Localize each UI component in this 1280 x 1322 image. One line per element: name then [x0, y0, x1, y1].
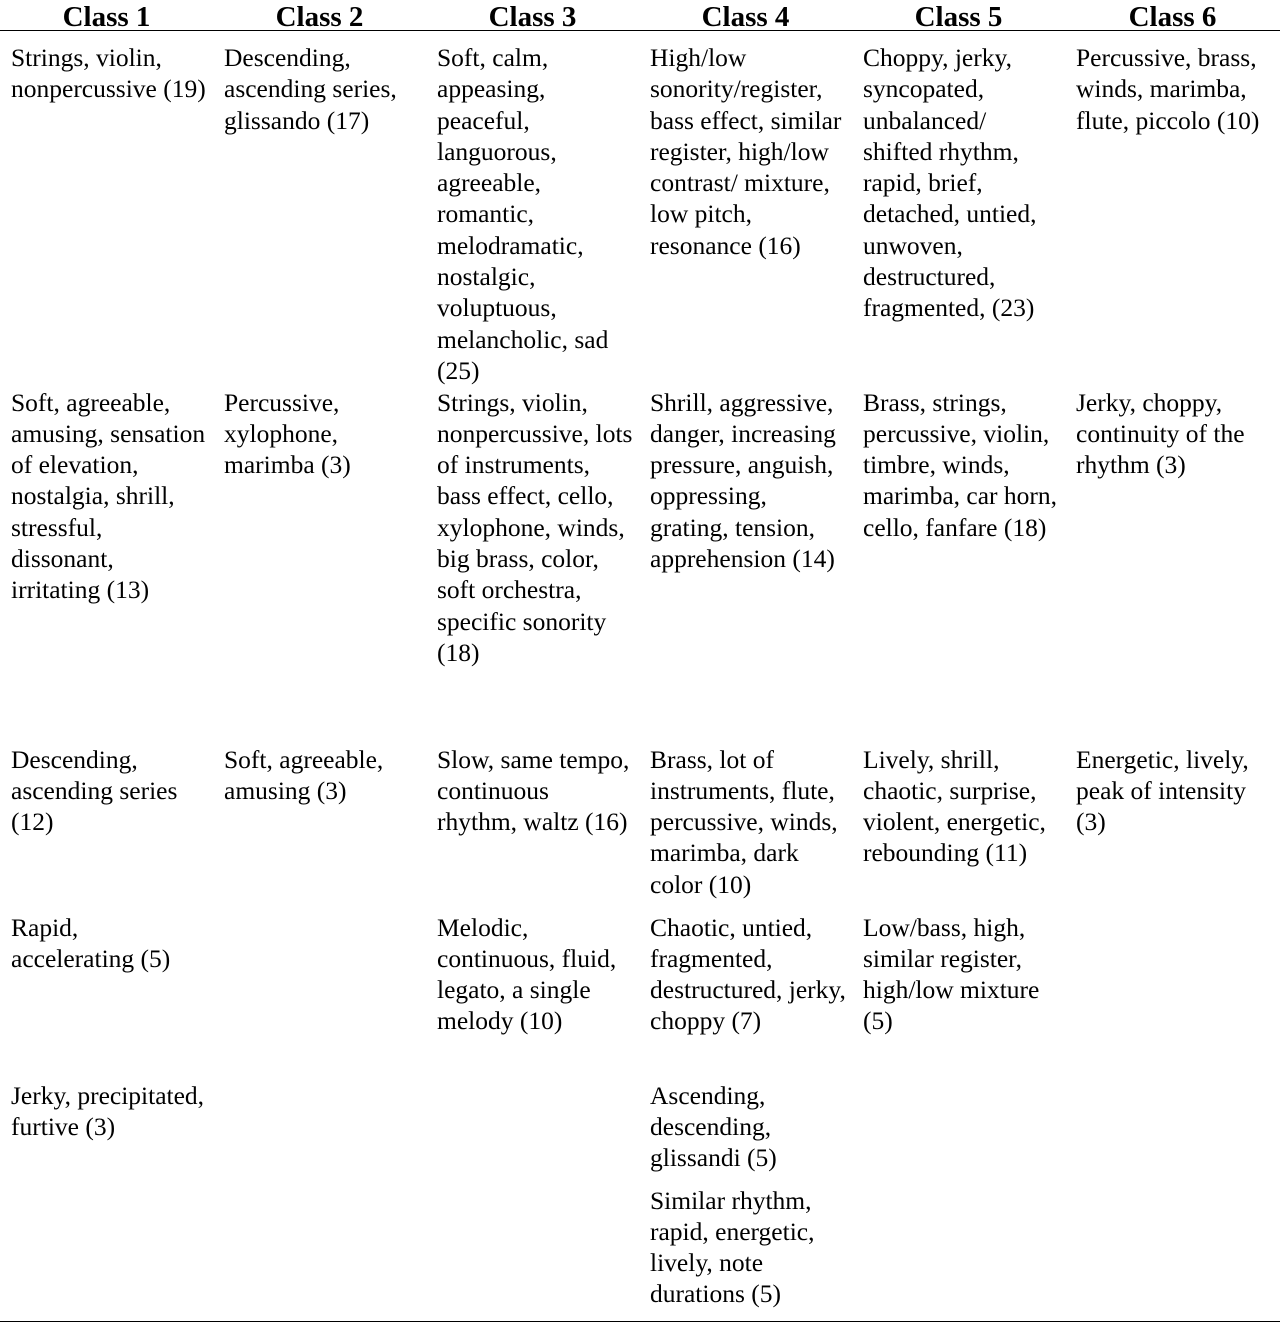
table-cell: [1065, 1080, 1280, 1185]
table-cell: High/low sonority/register, bass effect, similar register, high/low contrast/ mixture, low pitch, resonance (16): [650, 43, 842, 260]
table-cell: Ascending, descending, glissandi (5): [650, 1080, 777, 1173]
table-cell: [852, 1080, 1065, 1185]
table-cell: [213, 1185, 426, 1310]
table-cell: Percussive, brass, winds, marimba, flute, piccolo (10): [1076, 43, 1260, 135]
table-cell: Shrill, aggressive, danger, increasing pressure, anguish, oppressing, grating, tension, apprehension (14): [650, 387, 836, 573]
table-row: [0, 912, 1280, 1080]
table-cell: Energetic, lively, peak of intensity (3): [1076, 744, 1249, 837]
table-row: [0, 1185, 1280, 1310]
table-cell: Jerky, precipitated, furtive (3): [11, 1080, 205, 1141]
header-class-3: Class 3: [426, 0, 639, 31]
table-cell: Low/bass, high, similar register, high/low mixture (5): [863, 912, 1040, 1036]
table-cell: [1065, 912, 1280, 1080]
table-cell: Similar rhythm, rapid, energetic, lively, note durations (5): [650, 1185, 815, 1309]
table-cell: Descending, ascending series (12): [11, 744, 178, 837]
table-cell: Rapid, accelerating (5): [11, 912, 171, 973]
table-row: [0, 1080, 1280, 1185]
header-class-6: Class 6: [1065, 0, 1280, 31]
table-cell: Brass, strings, percussive, violin, timbre, winds, marimba, car horn, cello, fanfare (18): [863, 387, 1058, 542]
table-cell: Chaotic, untied, fragmented, destructured, jerky, choppy (7): [650, 912, 846, 1036]
table-cell: Descending, ascending series, glissando (17): [224, 43, 397, 135]
table-cell: Soft, agreeable, amusing (3): [224, 744, 384, 805]
table-cell: Percussive, xylophone, marimba (3): [224, 387, 351, 480]
table-cell: Soft, agreeable, amusing, sensation of elevation, nostalgia, shrill, stressful, dissonant, irritating (13): [11, 387, 206, 605]
table-cell: [852, 1185, 1065, 1310]
table-cell: Lively, shrill, chaotic, surprise, violent, energetic, rebounding (11): [863, 744, 1046, 868]
table-cell: Strings, violin, nonpercussive, lots of instruments, bass effect, cello, xylophone, winds, big brass, color, soft orchestra, specific sonority (18): [437, 387, 633, 667]
table-cell: [1065, 1185, 1280, 1310]
table-cell: [426, 1080, 639, 1185]
table-cell: Melodic, continuous, fluid, legato, a single melody (10): [437, 912, 617, 1036]
table-row: [0, 387, 1280, 744]
header-class-4: Class 4: [639, 0, 852, 31]
table-cell: Soft, calm, appeasing, peaceful, languorous, agreeable, romantic, melodramatic, nostalgic, voluptuous, melancholic, sad (25): [437, 43, 609, 385]
table-cell: Jerky, choppy, continuity of the rhythm (3): [1076, 387, 1245, 480]
table-cell: Slow, same tempo, continuous rhythm, waltz (16): [437, 744, 630, 837]
table-cell: [426, 1185, 639, 1310]
header-class-5: Class 5: [852, 0, 1065, 31]
table-row: [0, 31, 1280, 387]
header-class-1: Class 1: [0, 0, 213, 31]
header-class-2: Class 2: [213, 0, 426, 31]
table-cell: [213, 912, 426, 1080]
table-cell: Strings, violin, nonpercussive (19): [11, 43, 206, 104]
table-header-row: [0, 0, 1280, 31]
table-row: [0, 744, 1280, 912]
table-cell: Brass, lot of instruments, flute, percussive, winds, marimba, dark color (10): [650, 744, 838, 899]
table-cell: [213, 1080, 426, 1185]
table-cell: [0, 1185, 213, 1310]
table-cell: Choppy, jerky, syncopated, unbalanced/ shifted rhythm, rapid, brief, detached, untied, unwoven, destructured, fragmented, (23): [863, 43, 1037, 323]
